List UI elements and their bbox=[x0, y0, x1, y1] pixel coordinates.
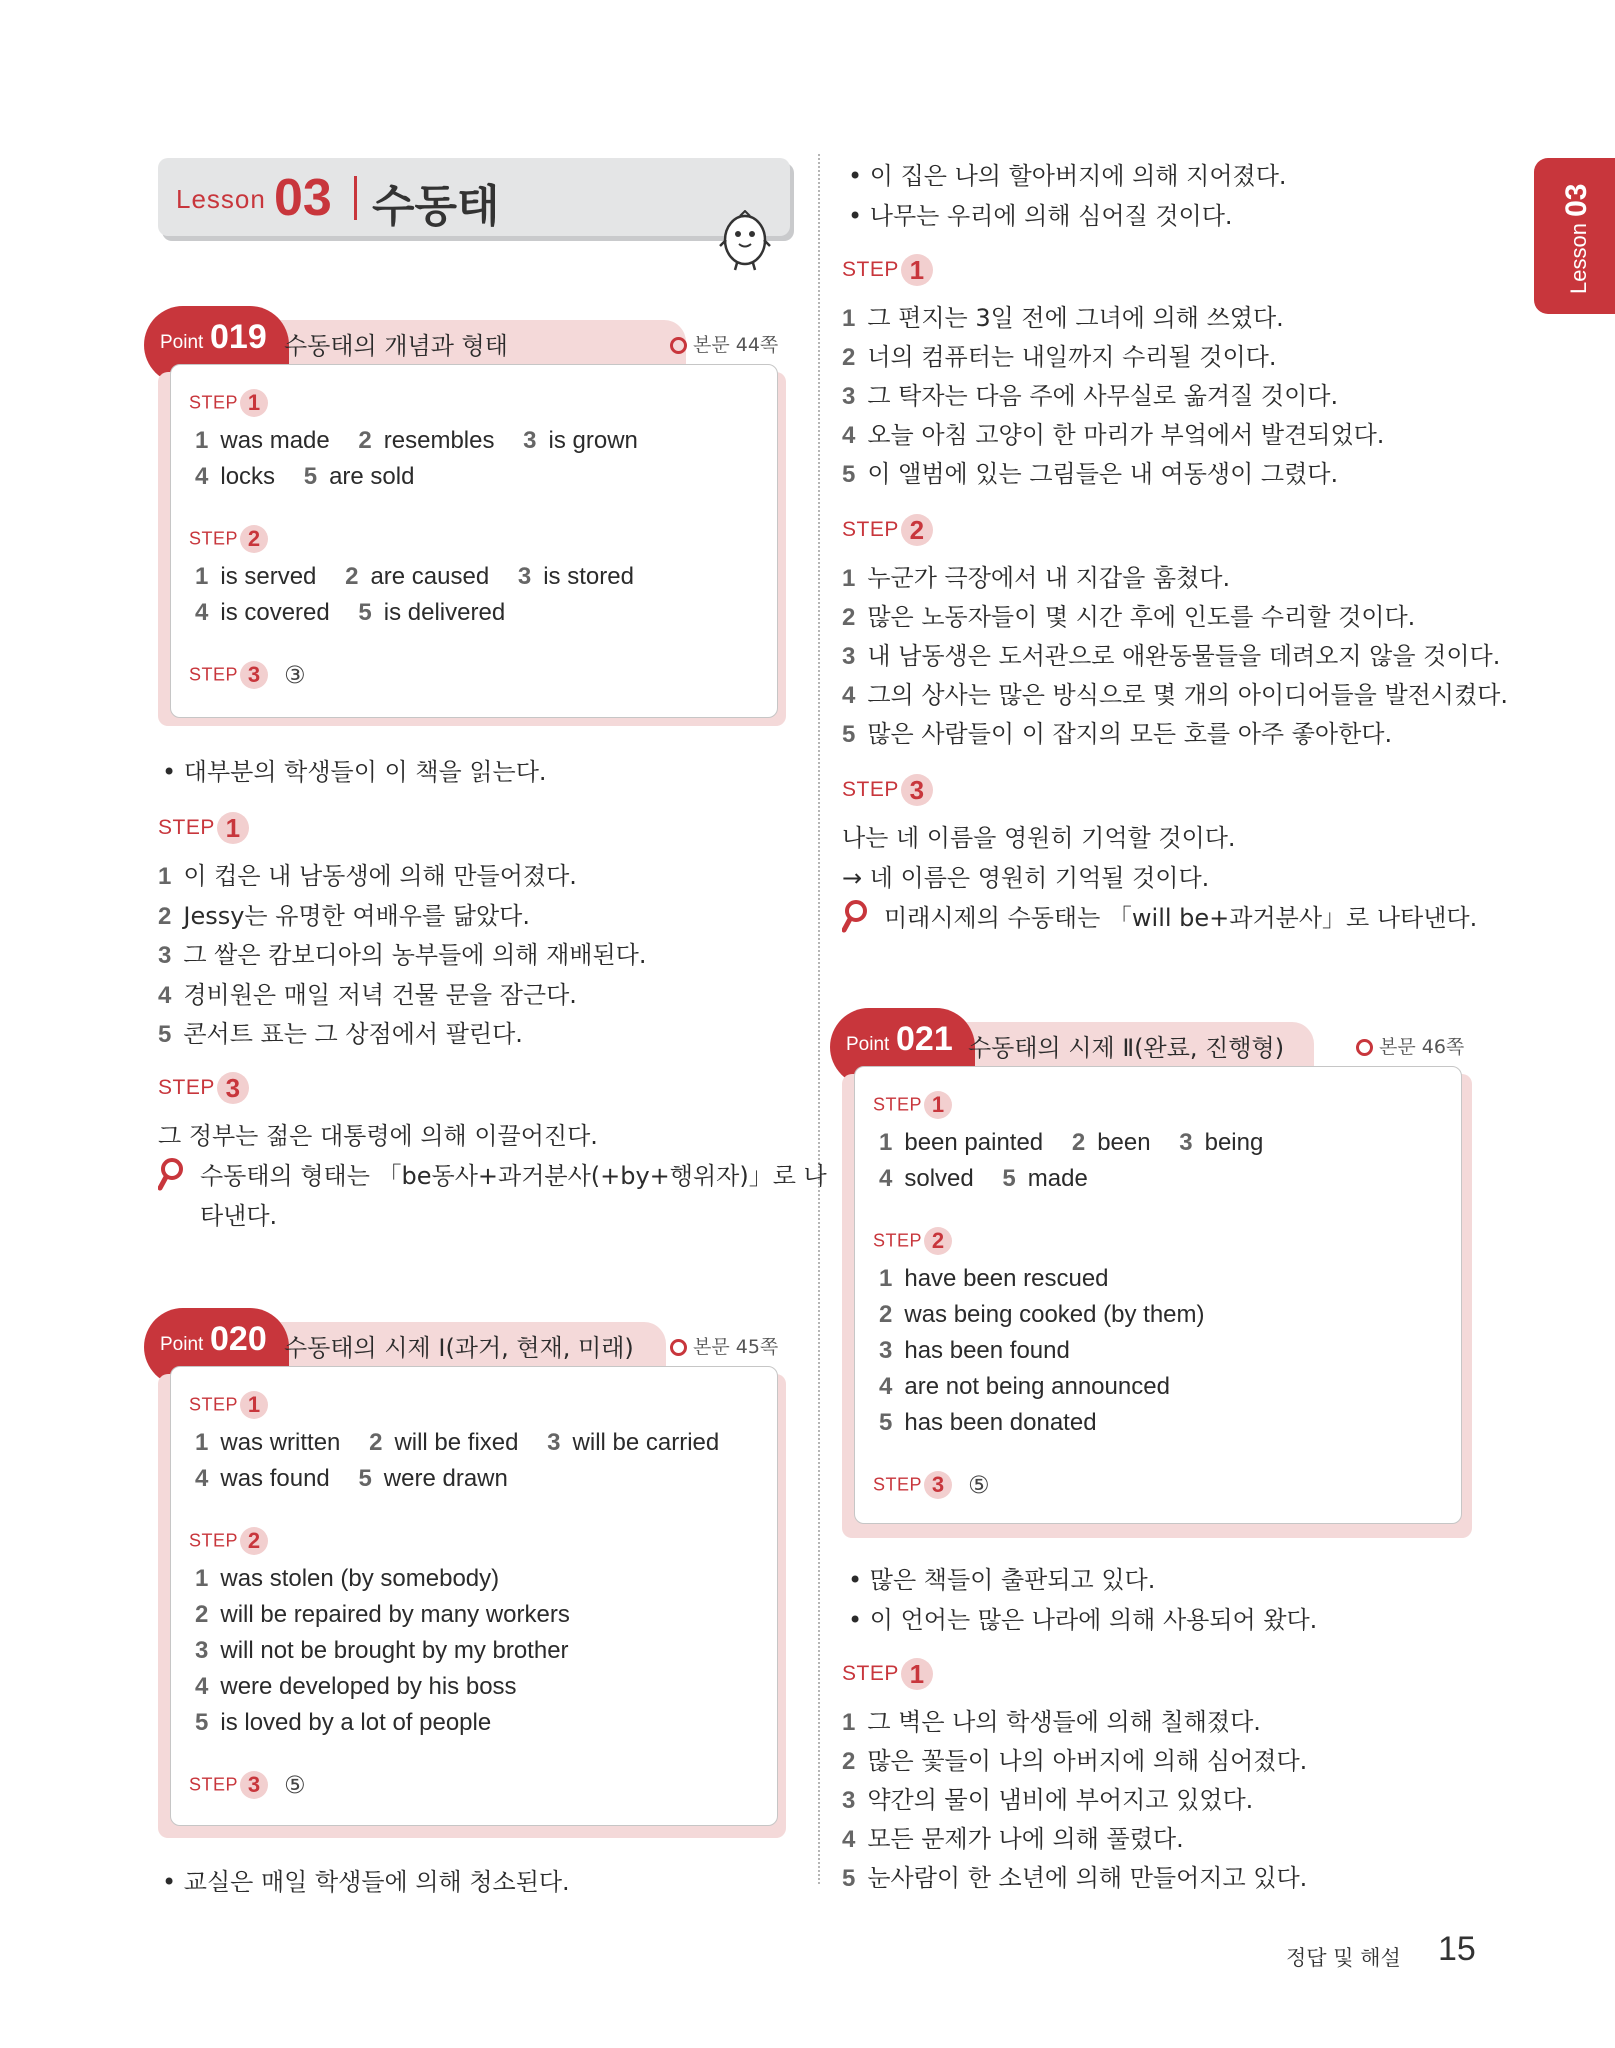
step-3-answer: ⑤ bbox=[284, 1771, 306, 1799]
point-019-title: 수동태의 개념과 형태 bbox=[284, 332, 508, 360]
side-tab-number: 03 bbox=[1560, 183, 1593, 217]
tip-text: 타낸다. bbox=[200, 1202, 278, 1230]
answer-sentence: 그 정부는 젊은 대통령에 의해 이끌어진다. bbox=[158, 1122, 598, 1150]
point-020-number: 020 bbox=[210, 1320, 267, 1358]
footer-label: 정답 및 해설 bbox=[1286, 1946, 1401, 1970]
step-2-label: STEP 2 bbox=[189, 525, 268, 553]
example-bullet: • 많은 책들이 출판되고 있다. bbox=[848, 1566, 1156, 1594]
answer-row: 3 has been found bbox=[879, 1337, 1070, 1364]
answer-row: 4 locks 5 are sold bbox=[195, 463, 415, 490]
point-021-header bbox=[846, 1020, 1314, 1066]
step-1-label: STEP 1 bbox=[189, 389, 268, 417]
answer-row: 4 solved 5 made bbox=[879, 1165, 1088, 1192]
step-3-label: STEP 3 ⑤ bbox=[189, 1771, 306, 1799]
point-020-title: 수동태의 시제 Ⅰ(과거, 현재, 미래) bbox=[284, 1334, 634, 1362]
list-item: 5 많은 사람들이 이 잡지의 모든 호를 아주 좋아한다. bbox=[842, 720, 1393, 748]
point-020-answer-box bbox=[170, 1366, 778, 1826]
step-3-label: STEP 3 ③ bbox=[189, 661, 306, 689]
list-item: 3 내 남동생은 도서관으로 애완동물들을 데려오지 않을 것이다. bbox=[842, 642, 1501, 670]
point-019-answer-box bbox=[170, 364, 778, 718]
list-item: 3 약간의 물이 냄비에 부어지고 있었다. bbox=[842, 1786, 1254, 1814]
list-item: 3 그 쌀은 캄보디아의 농부들에 의해 재배된다. bbox=[158, 941, 647, 969]
list-item: 5 눈사람이 한 소년에 의해 만들어지고 있다. bbox=[842, 1864, 1308, 1892]
answer-row: 5 is loved by a lot of people bbox=[195, 1709, 492, 1736]
tip-text: 미래시제의 수동태는 「will be+과거분사」로 나타낸다. bbox=[884, 904, 1478, 932]
tip-text: 수동태의 형태는 「be동사+과거분사(+by+행위자)」로 나 bbox=[200, 1162, 827, 1190]
lesson-banner bbox=[158, 158, 790, 236]
answer-row: 1 was made 2 resembles 3 is grown bbox=[195, 427, 638, 454]
lesson-number: 03 bbox=[274, 169, 332, 227]
example-bullet: • 대부분의 학생들이 이 책을 읽는다. bbox=[162, 758, 547, 786]
magnifier-tip-icon bbox=[158, 1158, 184, 1192]
answer-row: 1 been painted 2 been 3 being bbox=[879, 1129, 1264, 1156]
side-tab-word: Lesson bbox=[1566, 223, 1591, 294]
point-word: Point bbox=[160, 1334, 204, 1355]
point-021-answer-box bbox=[854, 1066, 1462, 1524]
step-2-label: STEP 2 bbox=[189, 1527, 268, 1555]
step-3-label: STEP 3 bbox=[158, 1072, 249, 1104]
list-item: 3 그 탁자는 다음 주에 사무실로 옮겨질 것이다. bbox=[842, 382, 1339, 410]
answer-row: 1 was stolen (by somebody) bbox=[195, 1565, 500, 1592]
list-item: 2 너의 컴퓨터는 내일까지 수리될 것이다. bbox=[842, 343, 1277, 371]
answer-row: 2 was being cooked (by them) bbox=[879, 1301, 1205, 1328]
point-019-page-ref: 본문 44쪽 bbox=[670, 330, 778, 357]
example-bullet: • 나무는 우리에 의해 심어질 것이다. bbox=[848, 202, 1233, 230]
point-word: Point bbox=[160, 332, 204, 353]
answer-row: 2 will be repaired by many workers bbox=[195, 1601, 570, 1628]
step-1-label: STEP 1 bbox=[873, 1091, 952, 1119]
list-item: 1 누군가 극장에서 내 지갑을 훔쳤다. bbox=[842, 564, 1231, 592]
answer-row: 4 was found 5 were drawn bbox=[195, 1465, 508, 1492]
list-item: 4 모든 문제가 나에 의해 풀렸다. bbox=[842, 1825, 1184, 1853]
example-bullet: • 이 집은 나의 할아버지에 의해 지어졌다. bbox=[848, 162, 1287, 190]
circle-icon bbox=[670, 1339, 687, 1356]
point-020-page-ref: 본문 45쪽 bbox=[670, 1332, 778, 1359]
answer-row: 1 have been rescued bbox=[879, 1265, 1109, 1292]
step-3-label: STEP 3 ⑤ bbox=[873, 1471, 990, 1499]
list-item: 1 그 벽은 나의 학생들에 의해 칠해졌다. bbox=[842, 1708, 1261, 1736]
point-019-number: 019 bbox=[210, 318, 267, 356]
step-3-answer: ③ bbox=[284, 661, 306, 689]
column-divider bbox=[818, 154, 820, 1884]
list-item: 2 많은 꽃들이 나의 아버지에 의해 심어졌다. bbox=[842, 1747, 1308, 1775]
step-1-label: STEP 1 bbox=[842, 1658, 933, 1690]
answer-row: 1 is served 2 are caused 3 is stored bbox=[195, 563, 634, 590]
step-3-answer: ⑤ bbox=[968, 1471, 990, 1499]
step-1-label: STEP 1 bbox=[158, 812, 249, 844]
answer-row: 3 will not be brought by my brother bbox=[195, 1637, 569, 1664]
list-item: 5 이 앨범에 있는 그림들은 내 여동생이 그렸다. bbox=[842, 460, 1339, 488]
list-item: 5 콘서트 표는 그 상점에서 팔린다. bbox=[158, 1020, 523, 1048]
answer-row: 4 are not being announced bbox=[879, 1373, 1170, 1400]
answer-sentence: 나는 네 이름을 영원히 기억할 것이다. bbox=[842, 824, 1236, 852]
list-item: 4 경비원은 매일 저녁 건물 문을 잠근다. bbox=[158, 981, 577, 1009]
step-2-label: STEP 2 bbox=[842, 514, 933, 546]
step-1-label: STEP 1 bbox=[189, 1391, 268, 1419]
magnifier-tip-icon bbox=[842, 900, 868, 934]
point-021-title: 수동태의 시제 Ⅱ(완료, 진행형) bbox=[968, 1034, 1285, 1062]
circle-icon bbox=[1356, 1039, 1373, 1056]
point-020-header bbox=[160, 1320, 666, 1366]
point-021-page-ref: 본문 46쪽 bbox=[1356, 1032, 1464, 1059]
circle-icon bbox=[670, 337, 687, 354]
list-item: 4 오늘 아침 고양이 한 마리가 부엌에서 발견되었다. bbox=[842, 421, 1385, 449]
list-item: 2 Jessy는 유명한 여배우를 닮았다. bbox=[158, 902, 530, 930]
lesson-title: 수동태 bbox=[372, 181, 500, 232]
example-bullet: • 이 언어는 많은 나라에 의해 사용되어 왔다. bbox=[848, 1606, 1318, 1634]
step-1-label: STEP 1 bbox=[842, 254, 933, 286]
example-bullet: • 교실은 매일 학생들에 의해 청소된다. bbox=[162, 1868, 570, 1896]
list-item: 4 그의 상사는 많은 방식으로 몇 개의 아이디어들을 발전시켰다. bbox=[842, 681, 1508, 709]
answer-sentence: → 네 이름은 영원히 기억될 것이다. bbox=[842, 864, 1210, 892]
list-item: 1 그 편지는 3일 전에 그녀에 의해 쓰였다. bbox=[842, 304, 1284, 332]
point-021-number: 021 bbox=[896, 1020, 953, 1058]
list-item: 1 이 컵은 내 남동생에 의해 만들어졌다. bbox=[158, 862, 577, 890]
answer-row: 1 was written 2 will be fixed 3 will be carried bbox=[195, 1429, 720, 1456]
step-2-label: STEP 2 bbox=[873, 1227, 952, 1255]
answer-row: 4 were developed by his boss bbox=[195, 1673, 517, 1700]
page-number: 15 bbox=[1438, 1930, 1476, 1968]
point-019-header bbox=[160, 318, 686, 364]
mascot-icon bbox=[718, 210, 772, 272]
point-word: Point bbox=[846, 1034, 890, 1055]
lesson-divider bbox=[354, 176, 357, 220]
list-item: 2 많은 노동자들이 몇 시간 후에 인도를 수리할 것이다. bbox=[842, 603, 1416, 631]
answer-row: 4 is covered 5 is delivered bbox=[195, 599, 506, 626]
step-3-label: STEP 3 bbox=[842, 774, 933, 806]
lesson-word: Lesson bbox=[176, 184, 266, 214]
side-tab-lesson bbox=[1534, 158, 1615, 314]
answer-row: 5 has been donated bbox=[879, 1409, 1097, 1436]
